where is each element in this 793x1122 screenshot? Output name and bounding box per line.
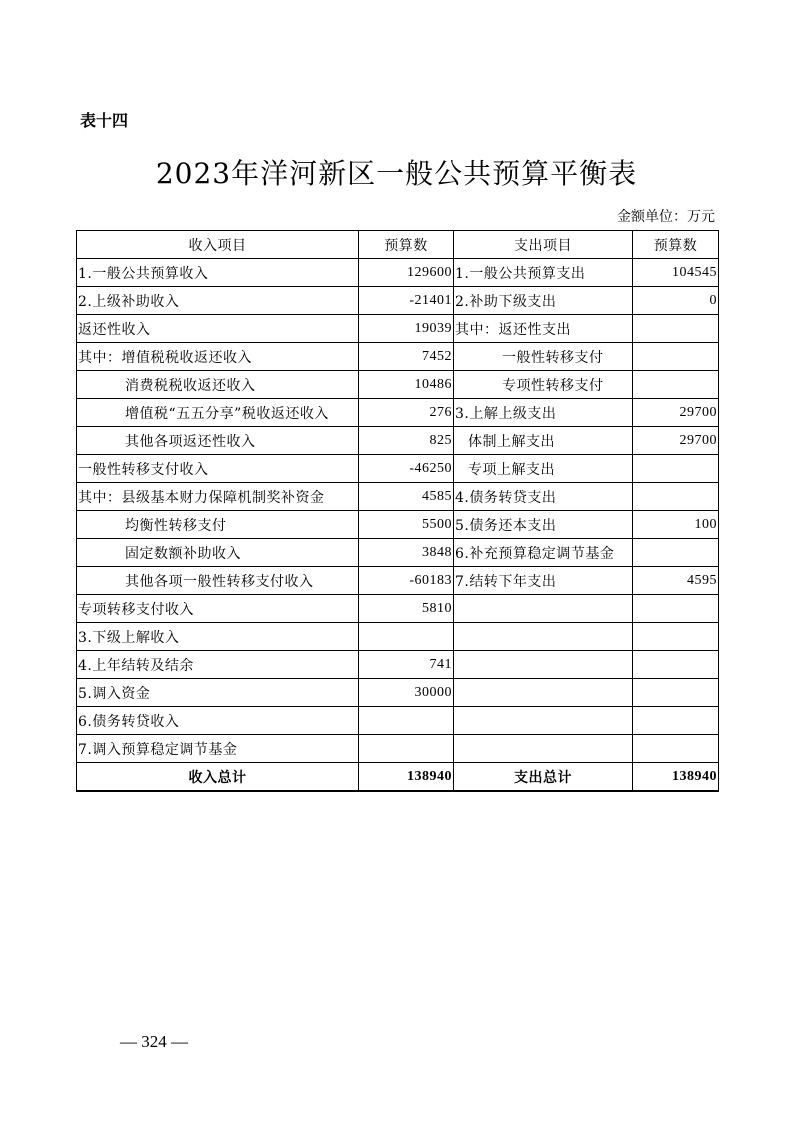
income-item: 消费税税收返还收入	[77, 371, 359, 399]
expense-item	[454, 679, 633, 707]
expense-amount	[633, 707, 719, 735]
column-header-income-amount: 预算数	[359, 231, 454, 259]
expense-item: 4.债务转贷支出	[454, 483, 633, 511]
page-title: 2023年洋河新区一般公共预算平衡表	[155, 157, 638, 190]
income-amount: 129600	[359, 259, 454, 287]
expense-item	[454, 707, 633, 735]
expense-amount	[633, 371, 719, 399]
expense-item: 一般性转移支付	[454, 343, 633, 371]
income-item: 其中：县级基本财力保障机制奖补资金	[77, 483, 359, 511]
income-amount: 4585	[359, 483, 454, 511]
table-header-row	[77, 231, 719, 259]
unit-label: 金额单位：万元	[617, 209, 715, 225]
income-item: 返还性收入	[77, 315, 359, 343]
income-item: 其中：增值税税收返还收入	[77, 343, 359, 371]
expense-amount	[633, 651, 719, 679]
page-number: — 324 —	[120, 1032, 188, 1051]
table-row	[77, 539, 719, 567]
income-item: 5.调入资金	[77, 679, 359, 707]
income-item: 固定数额补助收入	[77, 539, 359, 567]
income-amount: 7452	[359, 343, 454, 371]
table-row	[77, 567, 719, 595]
income-amount: -21401	[359, 287, 454, 315]
income-item: 其他各项返还性收入	[77, 427, 359, 455]
income-amount: 19039	[359, 315, 454, 343]
expense-amount	[633, 483, 719, 511]
table-label: 表十四	[80, 111, 129, 130]
expense-total-amount: 138940	[633, 763, 719, 792]
table-row	[77, 623, 719, 651]
income-amount: 10486	[359, 371, 454, 399]
expense-amount	[633, 623, 719, 651]
table-row	[77, 371, 719, 399]
expense-amount: 29700	[633, 399, 719, 427]
expense-item: 专项上解支出	[454, 455, 633, 483]
expense-item	[454, 595, 633, 623]
expense-amount	[633, 735, 719, 763]
income-item: 6.债务转贷收入	[77, 707, 359, 735]
column-header-expense-amount: 预算数	[633, 231, 719, 259]
column-header-income: 收入项目	[77, 231, 359, 259]
expense-item: 3.上解上级支出	[454, 399, 633, 427]
expense-amount: 29700	[633, 427, 719, 455]
total-row	[77, 763, 719, 792]
income-item: 3.下级上解收入	[77, 623, 359, 651]
income-item: 均衡性转移支付	[77, 511, 359, 539]
expense-item	[454, 651, 633, 679]
income-amount: 3848	[359, 539, 454, 567]
income-item: 其他各项一般性转移支付收入	[77, 567, 359, 595]
expense-amount	[633, 315, 719, 343]
expense-amount	[633, 455, 719, 483]
table-row	[77, 707, 719, 735]
income-item: 4.上年结转及结余	[77, 651, 359, 679]
expense-amount	[633, 343, 719, 371]
expense-item: 专项性转移支付	[454, 371, 633, 399]
table-row	[77, 595, 719, 623]
table-row	[77, 427, 719, 455]
expense-item: 1.一般公共预算支出	[454, 259, 633, 287]
income-item: 增值税“五五分享”税收返还收入	[77, 399, 359, 427]
income-amount: 5500	[359, 511, 454, 539]
expense-total-label: 支出总计	[454, 763, 633, 792]
income-amount: 5810	[359, 595, 454, 623]
budget-balance-table	[76, 230, 719, 792]
income-item: 一般性转移支付收入	[77, 455, 359, 483]
column-header-expense: 支出项目	[454, 231, 633, 259]
table-row	[77, 399, 719, 427]
table-row	[77, 511, 719, 539]
expense-amount: 100	[633, 511, 719, 539]
table-row	[77, 259, 719, 287]
table-row	[77, 455, 719, 483]
expense-item	[454, 623, 633, 651]
expense-item: 体制上解支出	[454, 427, 633, 455]
expense-amount	[633, 539, 719, 567]
table-row	[77, 735, 719, 763]
expense-item: 6.补充预算稳定调节基金	[454, 539, 633, 567]
income-amount	[359, 735, 454, 763]
income-item: 1.一般公共预算收入	[77, 259, 359, 287]
income-amount: 276	[359, 399, 454, 427]
expense-item: 其中：返还性支出	[454, 315, 633, 343]
income-total-amount: 138940	[359, 763, 454, 792]
table-row	[77, 315, 719, 343]
income-amount	[359, 623, 454, 651]
expense-item: 5.债务还本支出	[454, 511, 633, 539]
income-item: 7.调入预算稳定调节基金	[77, 735, 359, 763]
expense-amount	[633, 679, 719, 707]
income-amount: 825	[359, 427, 454, 455]
income-amount: -60183	[359, 567, 454, 595]
expense-amount	[633, 595, 719, 623]
income-item: 2.上级补助收入	[77, 287, 359, 315]
expense-amount: 4595	[633, 567, 719, 595]
table-row	[77, 483, 719, 511]
income-total-label: 收入总计	[77, 763, 359, 792]
expense-item: 7.结转下年支出	[454, 567, 633, 595]
income-amount	[359, 707, 454, 735]
table-row	[77, 679, 719, 707]
income-amount: -46250	[359, 455, 454, 483]
table-row	[77, 343, 719, 371]
table-row	[77, 651, 719, 679]
expense-item	[454, 735, 633, 763]
expense-amount: 104545	[633, 259, 719, 287]
income-amount: 30000	[359, 679, 454, 707]
income-item: 专项转移支付收入	[77, 595, 359, 623]
income-amount: 741	[359, 651, 454, 679]
expense-amount: 0	[633, 287, 719, 315]
table-row	[77, 287, 719, 315]
expense-item: 2.补助下级支出	[454, 287, 633, 315]
